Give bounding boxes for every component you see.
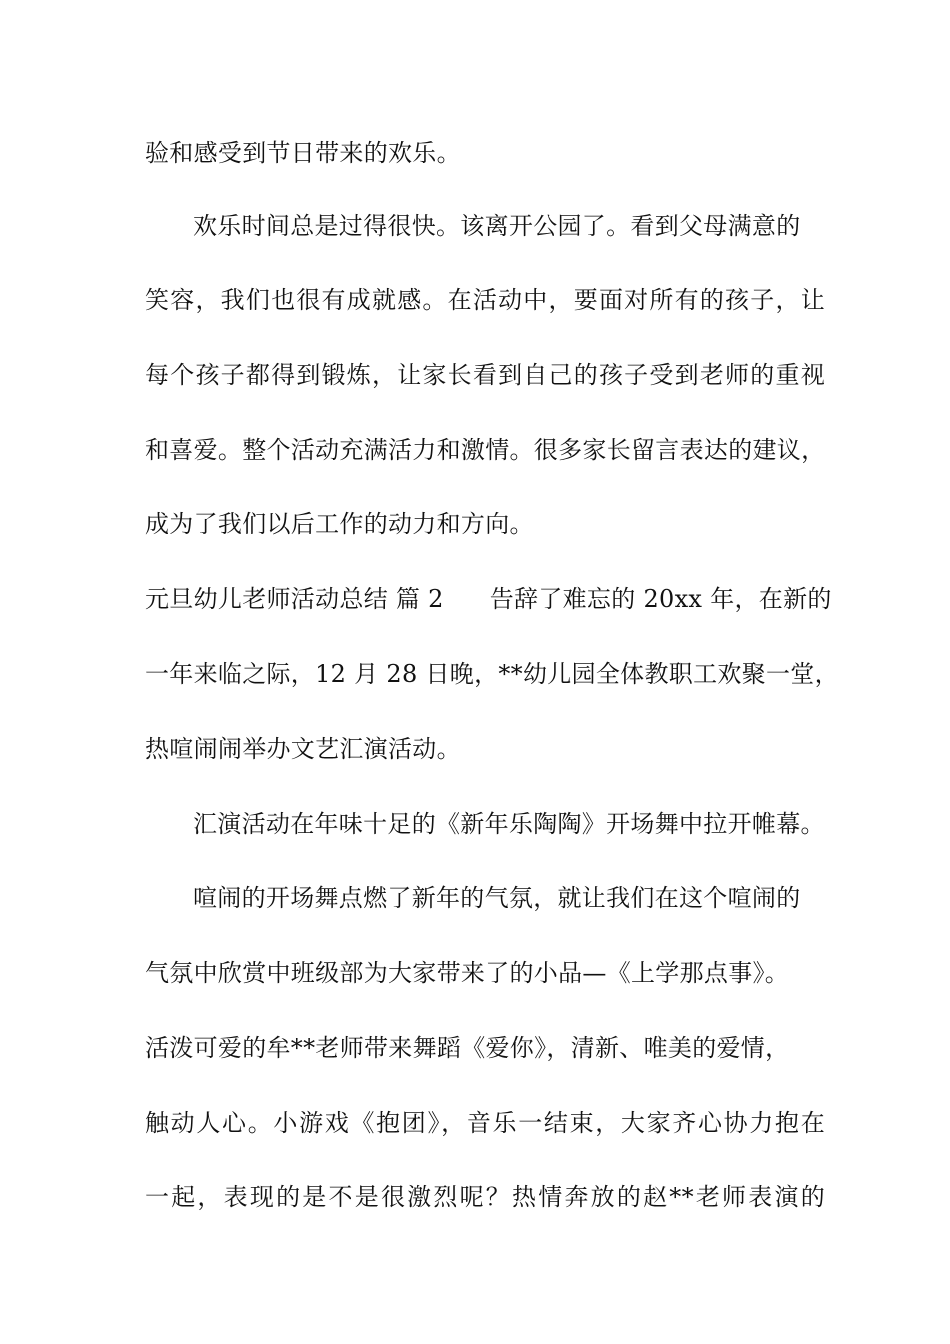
text-line: 和喜爱。整个活动充满活力和激情。很多家长留言表达的建议， xyxy=(145,436,826,464)
section-heading: 元旦幼儿老师活动总结 篇 2 xyxy=(145,585,444,613)
text-line: 气氛中欣赏中班级部为大家带来了的小品—《上学那点事》。 xyxy=(145,959,790,987)
paragraph-first-line: 汇演活动在年味十足的《新年乐陶陶》开场舞中拉开帷幕。 xyxy=(193,810,825,838)
text-line: 一年来临之际，12 月 28 日晚，**幼儿园全体教职工欢聚一堂， xyxy=(145,660,839,688)
section-heading-line xyxy=(145,579,835,619)
text-line: 触动人心。小游戏《抱团》，音乐一结束，大家齐心协力抱在 xyxy=(145,1109,825,1137)
paragraph-first-line: 欢乐时间总是过得很快。该离开公园了。看到父母满意的 xyxy=(193,212,801,240)
paragraph-first-line: 喧闹的开场舞点燃了新年的气氛，就让我们在这个喧闹的 xyxy=(193,884,801,912)
heading-trailing-text: 告辞了难忘的 20xx 年，在新的 xyxy=(489,585,832,613)
text-line: 活泼可爱的牟**老师带来舞蹈《爱你》，清新、唯美的爱情， xyxy=(145,1034,790,1062)
text-line: 验和感受到节日带来的欢乐。 xyxy=(145,139,461,167)
text-line: 成为了我们以后工作的动力和方向。 xyxy=(145,510,534,538)
text-line: 热喧闹闹举办文艺汇演活动。 xyxy=(145,735,461,763)
text-line: 笑容，我们也很有成就感。在活动中，要面对所有的孩子，让 xyxy=(145,286,825,314)
text-line: 一起，表现的是不是很激烈呢？热情奔放的赵**老师表演的 xyxy=(145,1183,825,1211)
text-line: 每个孩子都得到锻炼，让家长看到自己的孩子受到老师的重视 xyxy=(145,361,825,389)
